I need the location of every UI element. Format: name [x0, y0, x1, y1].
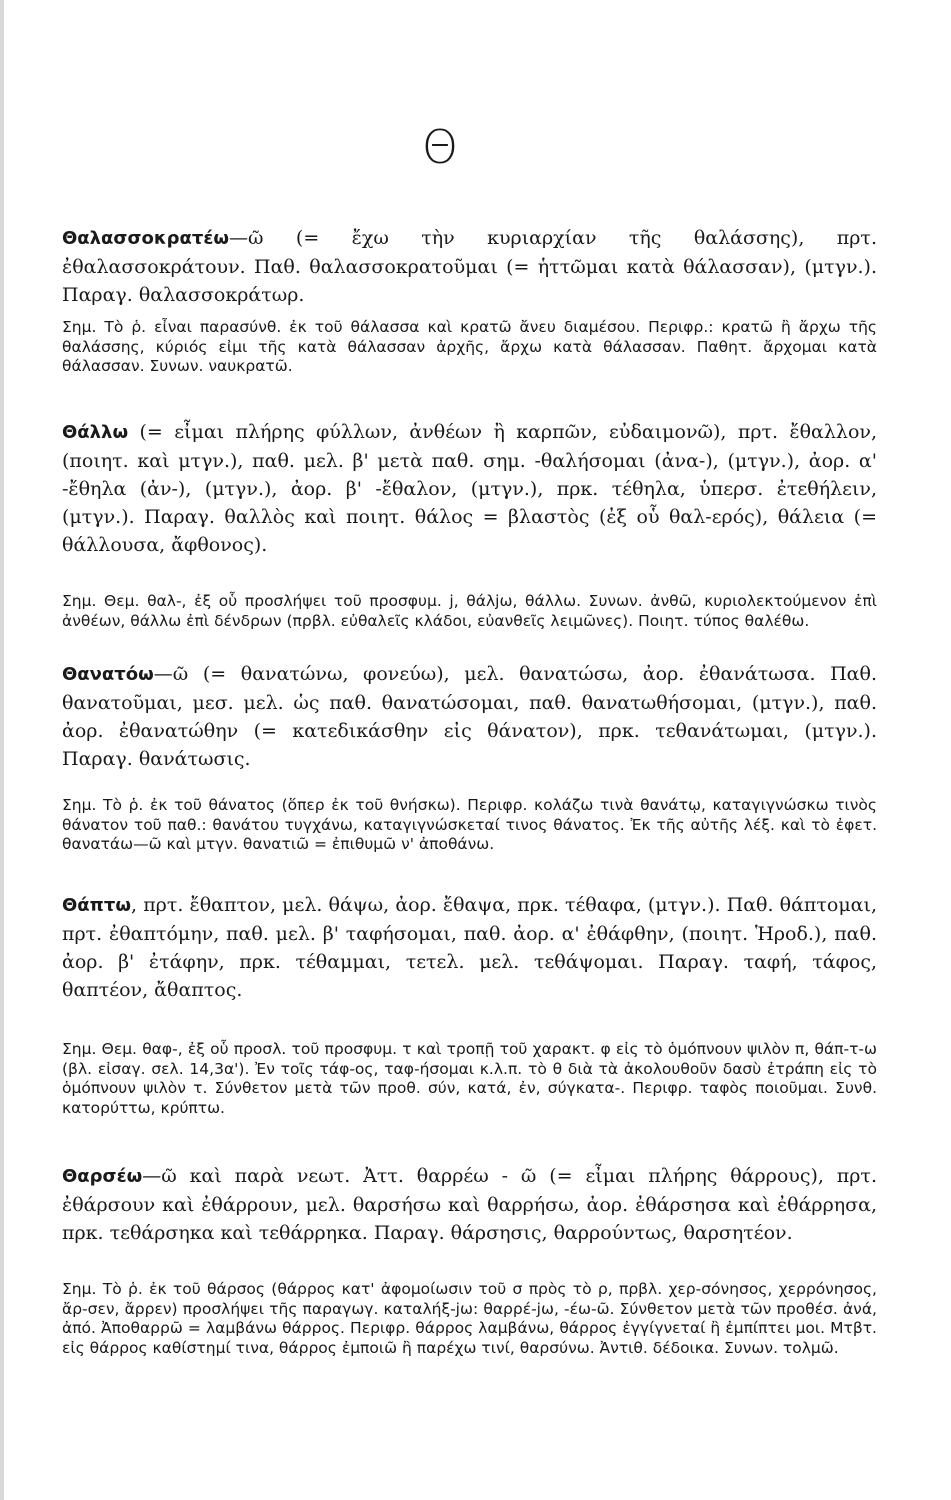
entry-thalassokrateo: [62, 224, 877, 309]
headword: Θανατόω: [62, 664, 154, 685]
headword: Θάλλω: [62, 422, 129, 443]
note-thanatoo: Σημ. Τὸ ῥ. ἐκ τοῦ θάνατος (ὅπερ ἐκ τοῦ θνήσκω). Περιφρ. κολάζω τινὰ θανάτῳ, καταγιγνώσκω τινὸς θάνατον τοῦ παθ.: θανάτου τυγχάνω, καταγιγνώσκεταί τινος θάνατος. Ἐκ τῆς αὐτῆς λέξ. καὶ τὸ ἐφετ. θανατάω—ῶ καὶ μτγν. θανατιῶ = ἐπιθυμῶ ν' ἀποθάνω.: [62, 796, 877, 854]
headword: Θαλασσοκρατέω: [62, 228, 230, 249]
section-letter: Θ: [421, 120, 459, 174]
headword: Θάπτω: [62, 895, 132, 916]
entry-text: —ῶ (= θανατώνω, φονεύω), μελ. θανατώσω, ἀορ. ἐθανάτωσα. Παθ. θανατοῦμαι, μεσ. μελ. ὡς παθ. θανατώσομαι, παθ. θανατωθήσομαι, (μτγν.), παθ. ἀορ. ἐθανατώθην (= κατεδικάσθην εἰς θάνατον), πρκ. τεθανάτωμαι, (μτγν.). Παραγ. θανάτωσις.: [62, 663, 877, 770]
entry-thallo: [62, 418, 877, 559]
note-thallo: Σημ. Θεμ. θαλ-, ἐξ οὗ προσλήψει τοῦ προσφυμ. j, θάλjω, θάλλω. Συνων. ἀνθῶ, κυριολεκτούμενον ἐπὶ ἀνθέων, θάλλω ἐπὶ δένδρων (πρβλ. εὐθαλεῖς κλάδοι, εὐανθεῖς λειμῶνες). Ποιητ. τύπος θαλέθω.: [62, 592, 877, 630]
scan-edge: [0, 0, 4, 1500]
entry-text: , πρτ. ἔθαπτον, μελ. θάψω, ἀορ. ἔθαψα, πρκ. τέθαφα, (μτγν.). Παθ. θάπτομαι, πρτ. ἐθαπτόμην, παθ. μελ. β' ταφήσομαι, παθ. ἀορ. α' ἐθάφθην, (ποιητ. Ἡροδ.), παθ. ἀορ. β' ἐτάφην, πρκ. τέθαμμαι, τετελ. μελ. τεθάψομαι. Παραγ. ταφή, τάφος, θαπτέον, ἄθαπτος.: [62, 894, 877, 1001]
note-thapto: Σημ. Θεμ. θαφ-, ἐξ οὗ προσλ. τοῦ προσφυμ. τ καὶ τροπῇ τοῦ χαρακτ. φ εἰς τὸ ὁμόπνουν ψιλὸν π, θάπ-τ-ω (βλ. εἰσαγ. σελ. 14,3α'). Ἐν τοῖς τάφ-ος, ταφ-ήσομαι κ.λ.π. τὸ θ διὰ τὰ ἀκολουθοῦν δασὺ ἐτράπη εἰς τὸ ὁμόπνουν ψιλὸν τ. Σύνθετον μετὰ τῶν προθ. σύν, κατά, ἐν, σύγκατα-. Περιφρ. ταφὸς ποιοῦμαι. Συνθ. κατορύττω, κρύπτω.: [62, 1040, 877, 1117]
entry-text: —ῶ καὶ παρὰ νεωτ. Ἀττ. θαρρέω - ῶ (= εἶμαι πλήρης θάρρους), πρτ. ἐθάρσουν καὶ ἐθάρρουν, μελ. θαρσήσω καὶ θαρρήσω, ἀορ. ἐθάρσησα καὶ ἐθάρρησα, πρκ. τεθάρσηκα καὶ τεθάρρηκα. Παραγ. θάρσησις, θαρρούντως, θαρσητέον.: [62, 1165, 877, 1244]
entry-thanatoo: [62, 660, 877, 773]
entry-tharseo: [62, 1162, 877, 1247]
note-thalassokrateo: Σημ. Τὸ ῥ. εἶναι παρασύνθ. ἐκ τοῦ θάλασσα καὶ κρατῶ ἄνευ διαμέσου. Περιφρ.: κρατῶ ἢ ἄρχω τῆς θαλάσσης, κύριός εἰμι τῆς κατὰ θάλασσαν ἀρχῆς, ἄρχω κατὰ θάλασσαν. Παθητ. ἄρχομαι κατὰ θάλασσαν. Συνων. ναυκρατῶ.: [62, 318, 877, 376]
note-tharseo: Σημ. Τὸ ῥ. ἐκ τοῦ θάρσος (θάρρος κατ' ἀφομοίωσιν τοῦ σ πρὸς τὸ ρ, πρβλ. χερ-σόνησος, χερρόνησος, ἄρ-σεν, ἄρρεν) προσλήψει τῆς παραγωγ. καταλήξ-jω: θαρρέ-jω, -έω-ῶ. Σύνθετον μετὰ τῶν προθέσ. ἀνά, ἀπό. Ἀποθαρρῶ = λαμβάνω θάρρος. Περιφρ. θάρρος λαμβάνω, θάρρος ἐγγίγνεταί ἢ ἐμπίπτει μοι. Μτβτ. εἰς θάρρος καθίστημί τινα, θάρρος ἐμποιῶ ἢ παρέχω τινί, θαρσύνω. Ἀντιθ. δέδοικα. Συνων. τολμῶ.: [62, 1280, 877, 1357]
entry-text: —ῶ (= ἔχω τὴν κυριαρχίαν τῆς θαλάσσης), πρτ. ἐθαλασσοκράτουν. Παθ. θαλασσοκρατοῦμαι (= ἡττῶμαι κατὰ θάλασσαν), (μτγν.). Παραγ. θαλασσοκράτωρ.: [62, 227, 877, 306]
entry-text: (= εἶμαι πλήρης φύλλων, ἀνθέων ἢ καρπῶν, εὐδαιμονῶ), πρτ. ἔθαλλον, (ποιητ. καὶ μτγν.), παθ. μελ. β' μετὰ παθ. σημ. -θαλήσομαι (ἀνα-), (μτγν.), ἀορ. α' -ἔθηλα (ἀν-), (μτγν.), ἀορ. β' -ἔθαλον, (μτγν.), πρκ. τέθηλα, ὑπερσ. ἐτεθήλειν, (μτγν.). Παραγ. θαλλὸς καὶ ποιητ. θάλος = βλαστὸς (ἐξ οὗ θαλ-ερός), θάλεια (= θάλλουσα, ἄφθονος).: [62, 421, 877, 556]
entry-thapto: [62, 891, 877, 1004]
headword: Θαρσέω: [62, 1166, 143, 1187]
